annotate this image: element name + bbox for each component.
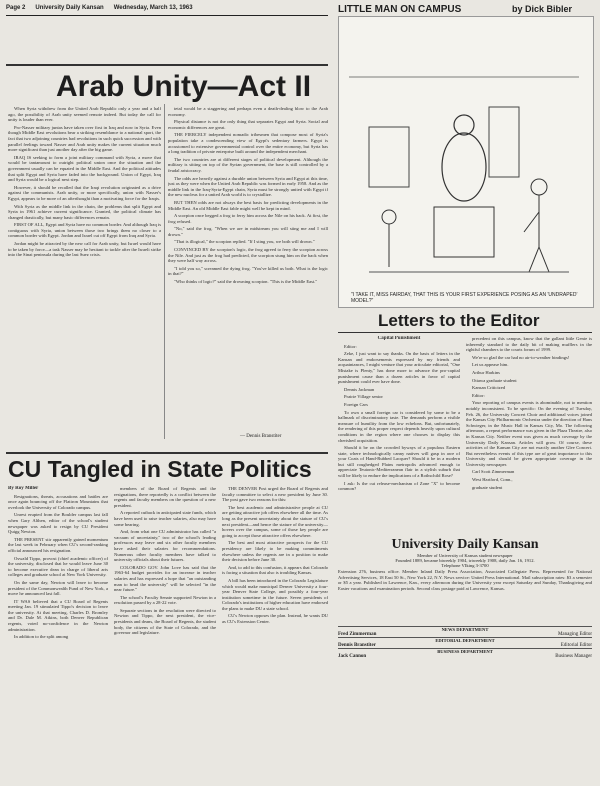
- staff-box: [338, 537, 592, 782]
- paragraph: The school's Faculty Senate supported Newton in a resolution passed by a 28-22 vote.: [114, 594, 216, 606]
- editorial-signature: — Dennis Branstiter: [240, 434, 282, 439]
- story-headline: CU Tangled in State Politics: [8, 456, 312, 482]
- paragraph: members of the Board of Regents and the resignations, there reportedly is a conflict between the regents and faculty members on the question of a new president.: [114, 486, 216, 508]
- paragraph: Oswald Tippo, provost (chief academic officer) of the university, disclosed that he would leave June 30 to become executive dean in charge of liberal arts colleges and graduate school at New York University.: [8, 555, 108, 578]
- paragraph: IRAQ IS seeking to form a joint military command with Syria, a move that would be tantamount to outright political union once the situation and the government usually can be equated in the Middle East. And the political attitudes that split Egypt and Syria have faded into the background. Union of Egypt, Iraq and Syria would be a logical next step.: [8, 154, 161, 183]
- paragraph: And, to add to this confusion, it appears that Colorado is facing a situation that also is troubling Kansas.: [222, 564, 328, 576]
- news-dept-heading: NEWS DEPARTMENT: [338, 626, 592, 632]
- paragraph: Resignations, threats, accusations and battles are once again bouncing off the Flatiron Mountains that overlook the University of Colorado campus.: [8, 493, 108, 510]
- paragraph: THE FIERCELY independent nomadic tribesmen that compose most of Syria's population take a condescending view of Egypt's sedentary farmers. Egypt is accustomed to extensive governmental control over the entire economy, but Syria has a long tradition of private enterprise built around the independent merchant.: [168, 132, 328, 155]
- paragraph: "Who thinks of logic?" said the drowning scorpion. "This is the Middle East.": [174, 279, 318, 285]
- paragraph: Separate sections in the resolution were directed to Newton and Tippo, the next president, the vice-presidents and deans, the Board of Regents, the student body, the citizens of the State of Colorado, and the governor and legislature.: [114, 607, 216, 636]
- paragraph: Carl Scott Zimmerman: [472, 469, 515, 475]
- issue-date: Wednesday, March 13, 1963: [113, 5, 193, 11]
- staff-body: Extension 276, business office. Member Inland Daily Press Association, Associated Collegiate Press. Represented for National Advertising Services, 18 East 50 St., New York 22, N.Y. News service: United Press International. Mail subscription rates: $3 a semester or $5 a year. Published in Lawrence, Kan., every afternoon during the University year except Saturday and Sunday, Thanksgiving and Easter vacations and examination periods. Second class postage paid at Lawrence, Kansas.: [338, 569, 592, 591]
- paragraph: We're so glad the car had no air-to-weather bindings!: [472, 354, 570, 360]
- paragraph: graduate student: [472, 484, 503, 490]
- paragraph: When Syria withdrew from the United Arab Republic only a year and a half ago, the possibility of Arab unity seemed remote indeed. But today the call for unity is louder than ever.: [8, 106, 161, 123]
- paragraph: BUT THEN odds are not always the best basis for predicting developments in the Middle East. An old Middle East fable might well be kept in mind.: [168, 199, 328, 211]
- letters-column-1: [338, 336, 460, 536]
- paragraph: Kansan Criticized: [472, 385, 506, 391]
- cartoon-byline: by Dick Bibler: [512, 4, 573, 14]
- letters-rule: [338, 332, 592, 333]
- paragraph: THE DENVER Post urged the Board of Regents and faculty committee to select a new president by June 30. The post gave two reasons for this:: [222, 486, 328, 503]
- paragraph: On the same day, Newton will leave to become president of the Commonwealth Fund of New York, a move he announced last fall.: [8, 579, 108, 597]
- staff-founded: Founded 1889, became biweekly 1904, triweekly 1908, daily Jan. 16, 1912.: [395, 558, 535, 563]
- paragraph: THE PRESENT stir apparently gained momentum the last week in February when CU's second-ranking official announced his resignation.: [8, 536, 108, 553]
- letters-column-2: [466, 336, 592, 536]
- paragraph: Should it be on the crowded byways of a populous Eastern state, where technologically canny natives will gasp in awe of your Coats of Hand-Rubbed Lacquer? Should it be in a modern but still roughedged Plains metropolis advanced enough to appreciate Teutonic-Mediterranean flair in a stylish suburb that will be likely to endure the implications of a Rothschild Rose?: [338, 445, 460, 479]
- paragraph: West Hartford, Conn.,: [472, 477, 513, 483]
- paragraph: Jordan might be attracted by the new call for Arab unity, but Israel would have to be taken by force—a task Nasser may be hesitant to tackle after the Israeli strike into the Sinai peninsula during the last Suez crisis.: [8, 241, 161, 258]
- paragraph: Pro-Nasser military juntas have taken over first in Iraq and now in Syria. Even though Middle East revolutions bear a striking resemblance to a national sport, the fact that two adjoining countries had revolutions in such quick succession and with parallel feelings toward Nasser and Arab unity makes the current situation much more significant than just another day after the big game.: [8, 124, 161, 153]
- paragraph: A bill has been introduced in the Colorado Legislature which would make municipal Denver University a four-year Denver State College, and possibly a four-year institution sometime in the future. Seven presidents of Colorado's institutions of higher education have endorsed the plans to make DU a state school.: [222, 577, 328, 611]
- paragraph: "No," said the frog. "When we are in midstream you will sting me and I will drown.": [168, 226, 328, 237]
- paragraph: Dennis Jackman: [344, 386, 375, 392]
- headline-rule: [6, 64, 328, 66]
- paragraph: Your reporting of campus events is abominable, not to mention notably inconsistent. To be specific: On the evening of Tuesday, Feb. 26, the University Concert Choir and additional voices joined the Kansas City Philharmonic Orchestra under the direction of Hans Schwieger, in the Music Hall in Kansas City, Mo. The following afternoon, a repeat performance was given in the Plaza Theatre, also in Kansas City. Neither event was given as much coverage by the University Daily Kansan. Articles will grow. Of course, these activities of the Kansan City are not exactly another Glee Concert. But nevertheless events of this type are of great importance to this University and should be given appropriate coverage in the University newspaper.: [466, 400, 592, 467]
- cartoon-drawing: [339, 17, 593, 307]
- paragraph: The best and most attractive prospects for the CU presidency are likely to be making commitments elsewhere unless the regents are in a position to make their decision before June 30.: [222, 540, 328, 563]
- paragraph: In addition to the split among: [14, 634, 69, 640]
- masthead-rule: [6, 15, 328, 16]
- paragraph: Let us appease him.: [472, 362, 509, 368]
- staff-row: Jack Cannon Business Manager: [338, 654, 592, 659]
- paragraph: Prairie Village senior: [344, 394, 383, 400]
- paper-name: University Daily Kansan: [35, 5, 104, 11]
- paragraph: And, from what one CU administrator has called "a vacuum of uncertainty," two of the school's leading professors may leave and six other faculty members have asked their salaries for recommendations. Numerous other faculty members have talked to university officials about their futures.: [114, 529, 216, 563]
- paragraph: precedent on this campus, know that the gallant little Genie is inherently standard to the daily bit of making mufflers in the rightful chambers to the courts forum of 1999.: [466, 336, 592, 353]
- column-divider: [164, 104, 165, 439]
- paragraph: Unrest erupted from the Boulder campus last fall when Gary Althen, editor of the school's student newspaper was asked to resign by CU President Quigg Newton.: [8, 512, 108, 535]
- paragraph: COLORADO GOV. John Love has said that the 1963-64 budget provides for an increase in teacher salaries and has expressed a hope that "an outstanding man to head the university" will be selected "in the near future.": [114, 564, 216, 593]
- editorial-column-1: [8, 106, 161, 444]
- cartoon-title: LITTLE MAN ON CAMPUS: [338, 4, 462, 15]
- paragraph: To own a small foreign car is considered by some to be a hallmark of discriminatory taste. The demands perform a visible measure of humility from the low echelons. But, unfortunately, the rendering of this proper respect depends heavily upon cultural conditions in the region where one chooses to display this cherished acquisition.: [338, 409, 460, 443]
- story-byline: By Roy Miller: [8, 486, 39, 491]
- paragraph: Editor:: [344, 343, 357, 349]
- editorial-dept-heading: EDITORIAL DEPARTMENT: [338, 637, 592, 643]
- letter-heading: Capital Punishment: [377, 336, 421, 341]
- paragraph: A reported cutback in anticipated state funds, which have been used to raise teacher salaries, also may have some bearing.: [114, 510, 216, 527]
- paragraph: FIRST OF ALL, Egypt and Syria have no common border. And although Iraq is contiguous with Syria, union between those two brings them no closer to a common border with Egypt. Jordan and Israel cut off Egypt from Iraq and Syria.: [8, 222, 161, 239]
- letters-headline: Letters to the Editor: [378, 311, 540, 330]
- story-column-1: [8, 486, 108, 782]
- business-dept-heading: BUSINESS DEPARTMENT: [338, 648, 592, 654]
- cartoon-caption: "I TAKE IT, MISS FAIRDAY, THAT THIS IS YOUR FIRST EXPERIENCE POSING AS AN 'UNDRAPED' MODEL?": [351, 292, 578, 304]
- paragraph: Ottawa graduate student: [472, 377, 517, 383]
- editorial-column-2: [168, 106, 328, 436]
- newspaper-logo: University Daily Kansan: [391, 537, 539, 552]
- paragraph: The two countries are at different stages of political development. Although the military is sitting on top of the Syrian government, the base is still controlled by a feudal aristocracy.: [168, 156, 328, 173]
- staff-row: Fred Zimmerman Managing Editor: [338, 632, 592, 637]
- paragraph: Physical distance is not the only thing that separates Egypt and Syria. Social and economic differences are great.: [168, 119, 328, 130]
- page-number: Page 2: [6, 5, 26, 11]
- paragraph: With Syria as the middle link in the chain, the problems that split Egypt and Syria in 1961 achieve current significance. Granted, the political climate has changed drastically, but many basic differences remain.: [8, 203, 161, 220]
- paragraph: Foreign Cars: [344, 401, 368, 407]
- paragraph: Arthur Harkins: [472, 369, 500, 375]
- paragraph: Zeke, I just want to say thanks. On the basis of letters in the Kansan and endorsements expressed by my friends and acquaintances, I might venture that your articulate editorial, "One Mistake is Plenty," has done more to advance the pro-capital punishment cause than a dozen articles in favor of capital punishment could ever have done.: [338, 351, 460, 385]
- staff-row: Dennis Branstiter Editorial Editor: [338, 643, 592, 648]
- paragraph: "I told you so," screamed the dying frog. "You've killed us both. What is the logic in that?": [168, 265, 328, 277]
- story-column-3: [222, 486, 328, 782]
- story-column-2: [114, 486, 216, 782]
- paragraph: IT WAS believed that a CU Board of Regents meeting Jan. 19 stimulated Tippo's decision to leave the university. At that meeting, Charles D. Bromley and Dr. Dale M. Atkins, both Denver Republican regents, voted no-confidence in the Newton administration.: [8, 598, 108, 632]
- staff-phone: Telephone VIking 3-3700: [441, 563, 489, 568]
- paragraph: Editor:: [472, 392, 485, 398]
- story-rule: [6, 452, 328, 454]
- paragraph: CU's Newton opposes the plan. Instead, he wants DU as CU's Extension Center.: [222, 613, 328, 625]
- paragraph: However, it should be recalled that the Iraqi revolution originated as a drive against the communists. Arab unity, or more specifically, union with Nasser's Egypt, appears to be more of an afterthought than a motivating force for the Iraqis.: [8, 184, 161, 201]
- paragraph: I ask: Is the cut release-mechanism of Zone "X" to become common?: [338, 480, 460, 492]
- paragraph: CONVINCED BY the scorpion's logic, the frog agreed to ferry the scorpion across the Nile. And just as the frog had predicted, the scorpion stung him on the back when they were half way across.: [168, 247, 328, 264]
- paragraph: The odds are heavily against a durable union between Syria and Egypt at this time, just as they were when the United Arab Republic was formed in early 1958. And as the middle link in the Iraq-Syria-Egypt chain, Syria must be strongly united with Egypt if the new nucleus for a united Arab world is to crystallize.: [168, 175, 328, 198]
- masthead: [6, 2, 592, 14]
- paragraph: "That is illogical," the scorpion replied. "If I sting you, we both will drown.": [174, 239, 315, 245]
- staff-member-line: Member of University of Kansas student newspaper: [417, 553, 513, 558]
- editorial-headline: Arab Unity—Act II: [56, 70, 312, 103]
- cartoon-panel: [338, 16, 594, 308]
- paragraph: tetal would be a staggering and perhaps even a death-dealing blow to the Arab economy.: [168, 106, 328, 117]
- paragraph: The best academic and administrative people at CU are getting attractive job offers elsewhere all the time. As long as the present uncertainty about the stature of CU's next president—and hence the stature of the university—hovers over the campus, some of those key people are going to accept those attractive offers elsewhere.: [222, 504, 328, 538]
- paragraph: A scorpion once begged a frog to ferry him across the Nile on his back. At first, the frog refused.: [168, 213, 328, 224]
